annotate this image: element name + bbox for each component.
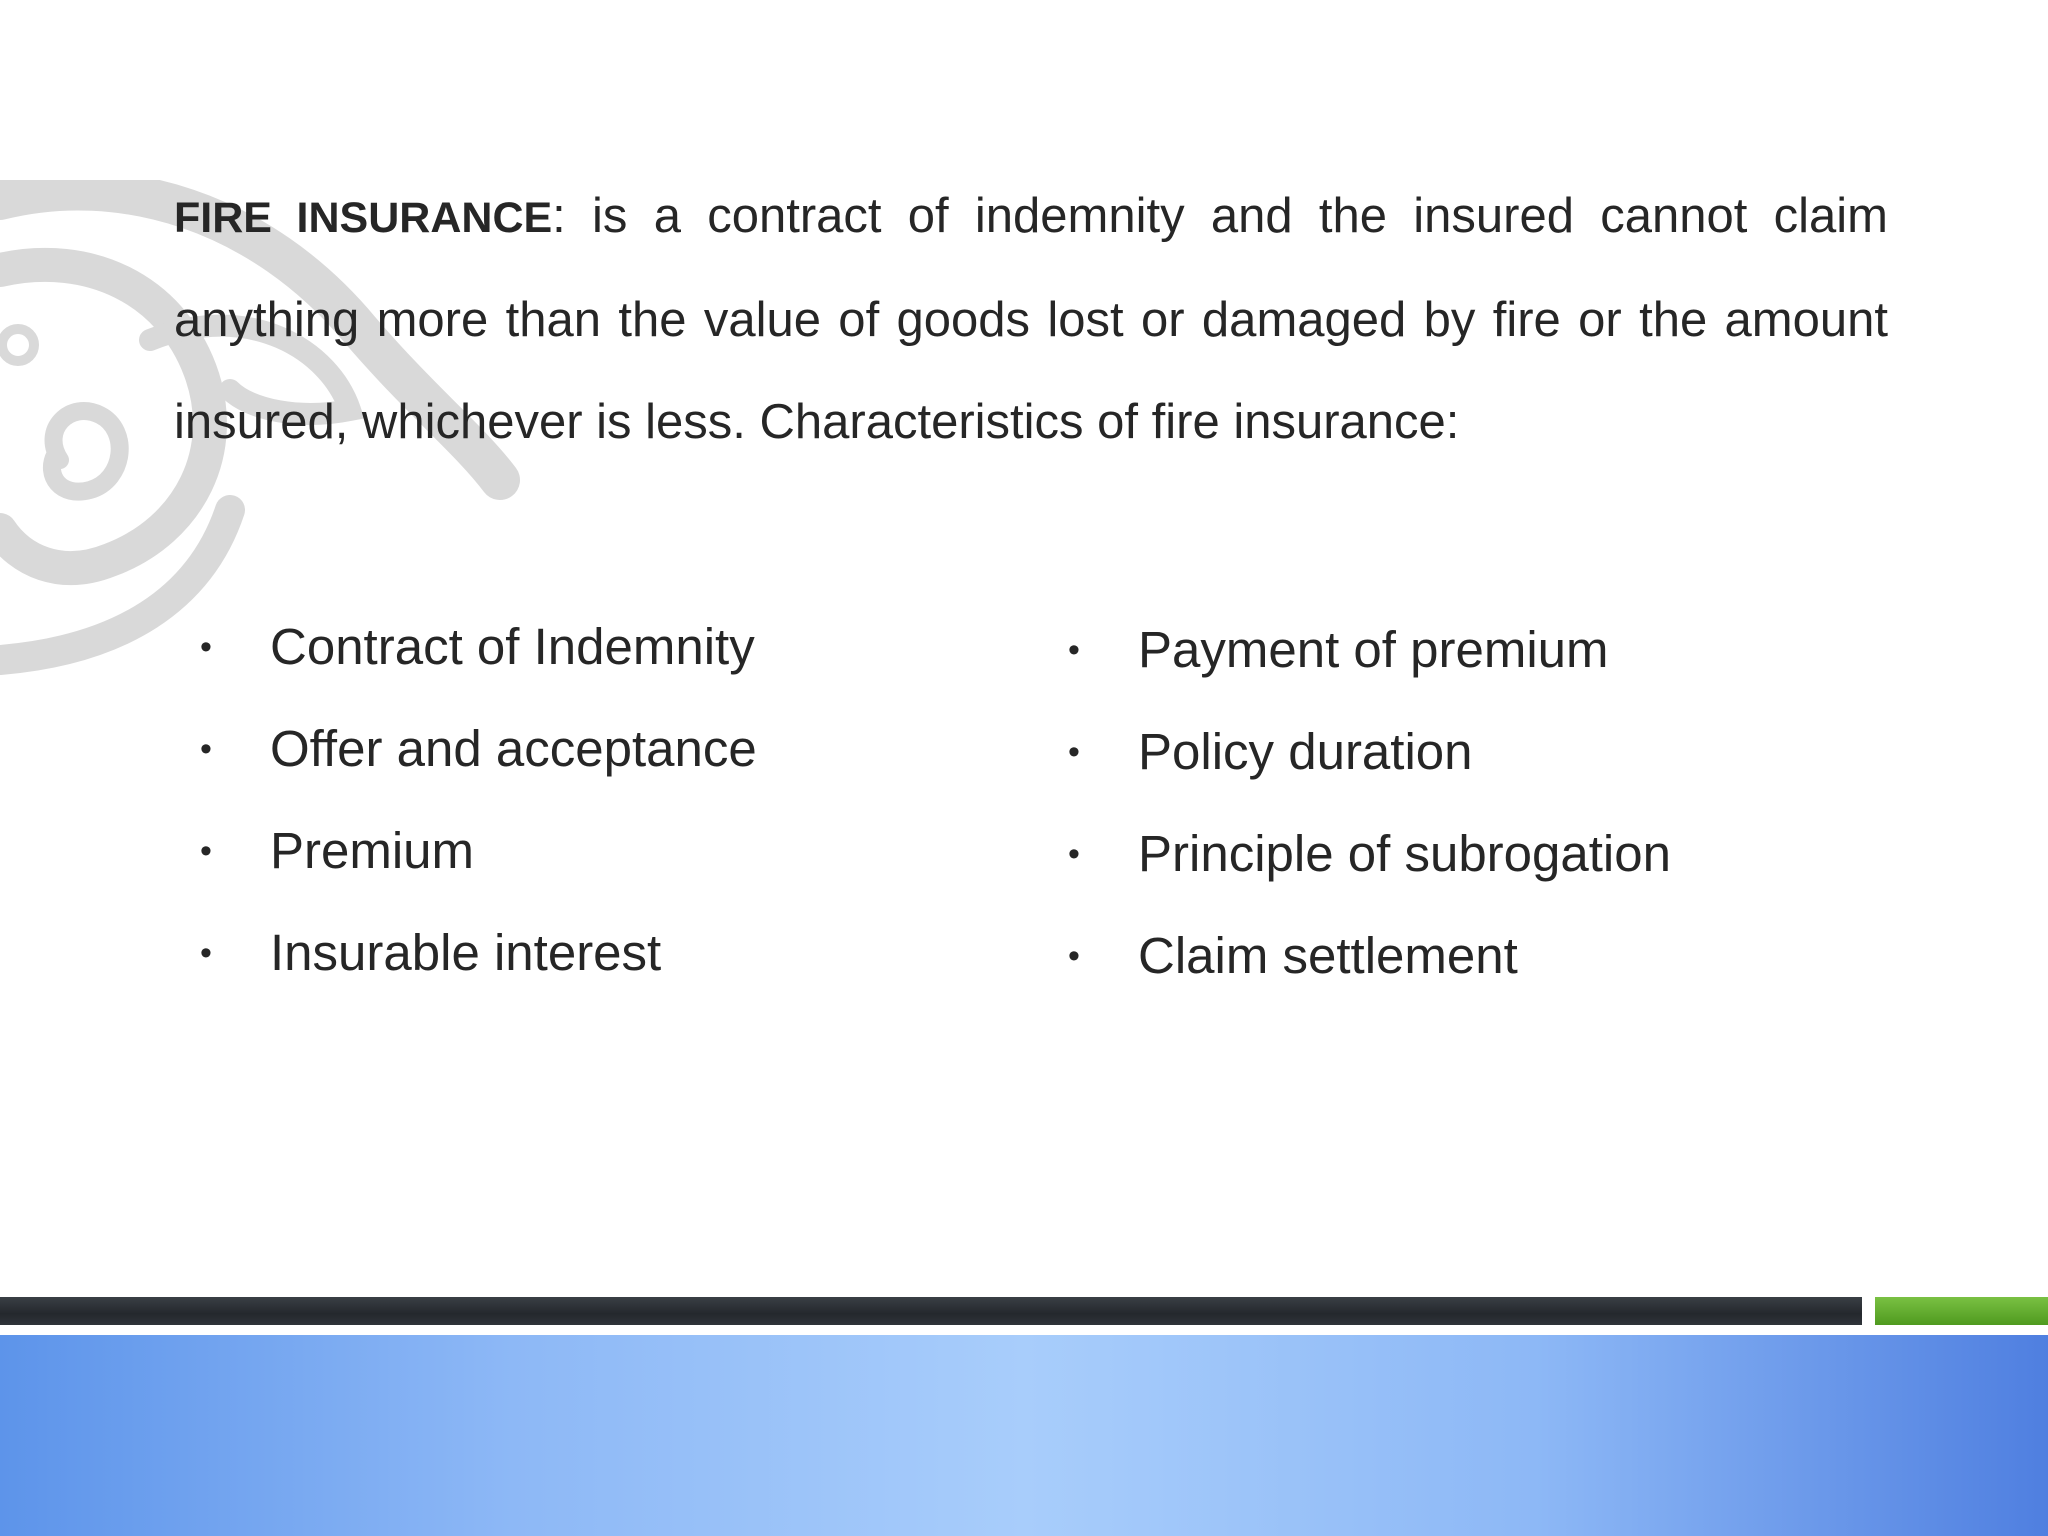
list-item (200, 800, 757, 902)
list-item-text: Claim settlement (1138, 927, 1518, 984)
list-item-text: Insurable interest (270, 924, 662, 981)
bullet-icon: • (200, 832, 212, 870)
bullet-icon: • (1068, 835, 1080, 873)
footer-green-accent (1875, 1297, 2048, 1325)
bullet-icon: • (1068, 937, 1080, 975)
list-item (200, 902, 757, 1004)
list-item (1068, 701, 1671, 803)
list-item-text: Payment of premium (1138, 621, 1609, 678)
list-item (200, 596, 757, 698)
intro-label: FIRE INSURANCE (174, 194, 553, 242)
list-item-text: Contract of Indemnity (270, 618, 755, 675)
bullet-icon: • (1068, 631, 1080, 669)
list-item-text: Offer and acceptance (270, 720, 757, 777)
left-bullet-list (200, 596, 757, 1004)
list-item (1068, 599, 1671, 701)
bullet-icon: • (200, 934, 212, 972)
bullet-icon: • (200, 628, 212, 666)
intro-text: : is a contract of indemnity and the insured cannot claim anything more than the value of goods lost or damaged by fire or the amount insured, whichever is less. Characteristics of fire insurance: (174, 189, 1888, 449)
list-item (1068, 803, 1671, 905)
list-item-text: Policy duration (1138, 723, 1473, 780)
bullet-icon: • (200, 730, 212, 768)
list-item (1068, 905, 1671, 1007)
list-item-text: Premium (270, 822, 475, 879)
bullet-icon: • (1068, 733, 1080, 771)
list-item-text: Principle of subrogation (1138, 825, 1671, 882)
right-bullet-list (1068, 599, 1671, 1007)
footer-dark-bar (0, 1297, 1862, 1325)
intro-paragraph (174, 165, 1888, 473)
footer-blue-band (0, 1335, 2048, 1536)
list-item (200, 698, 757, 800)
